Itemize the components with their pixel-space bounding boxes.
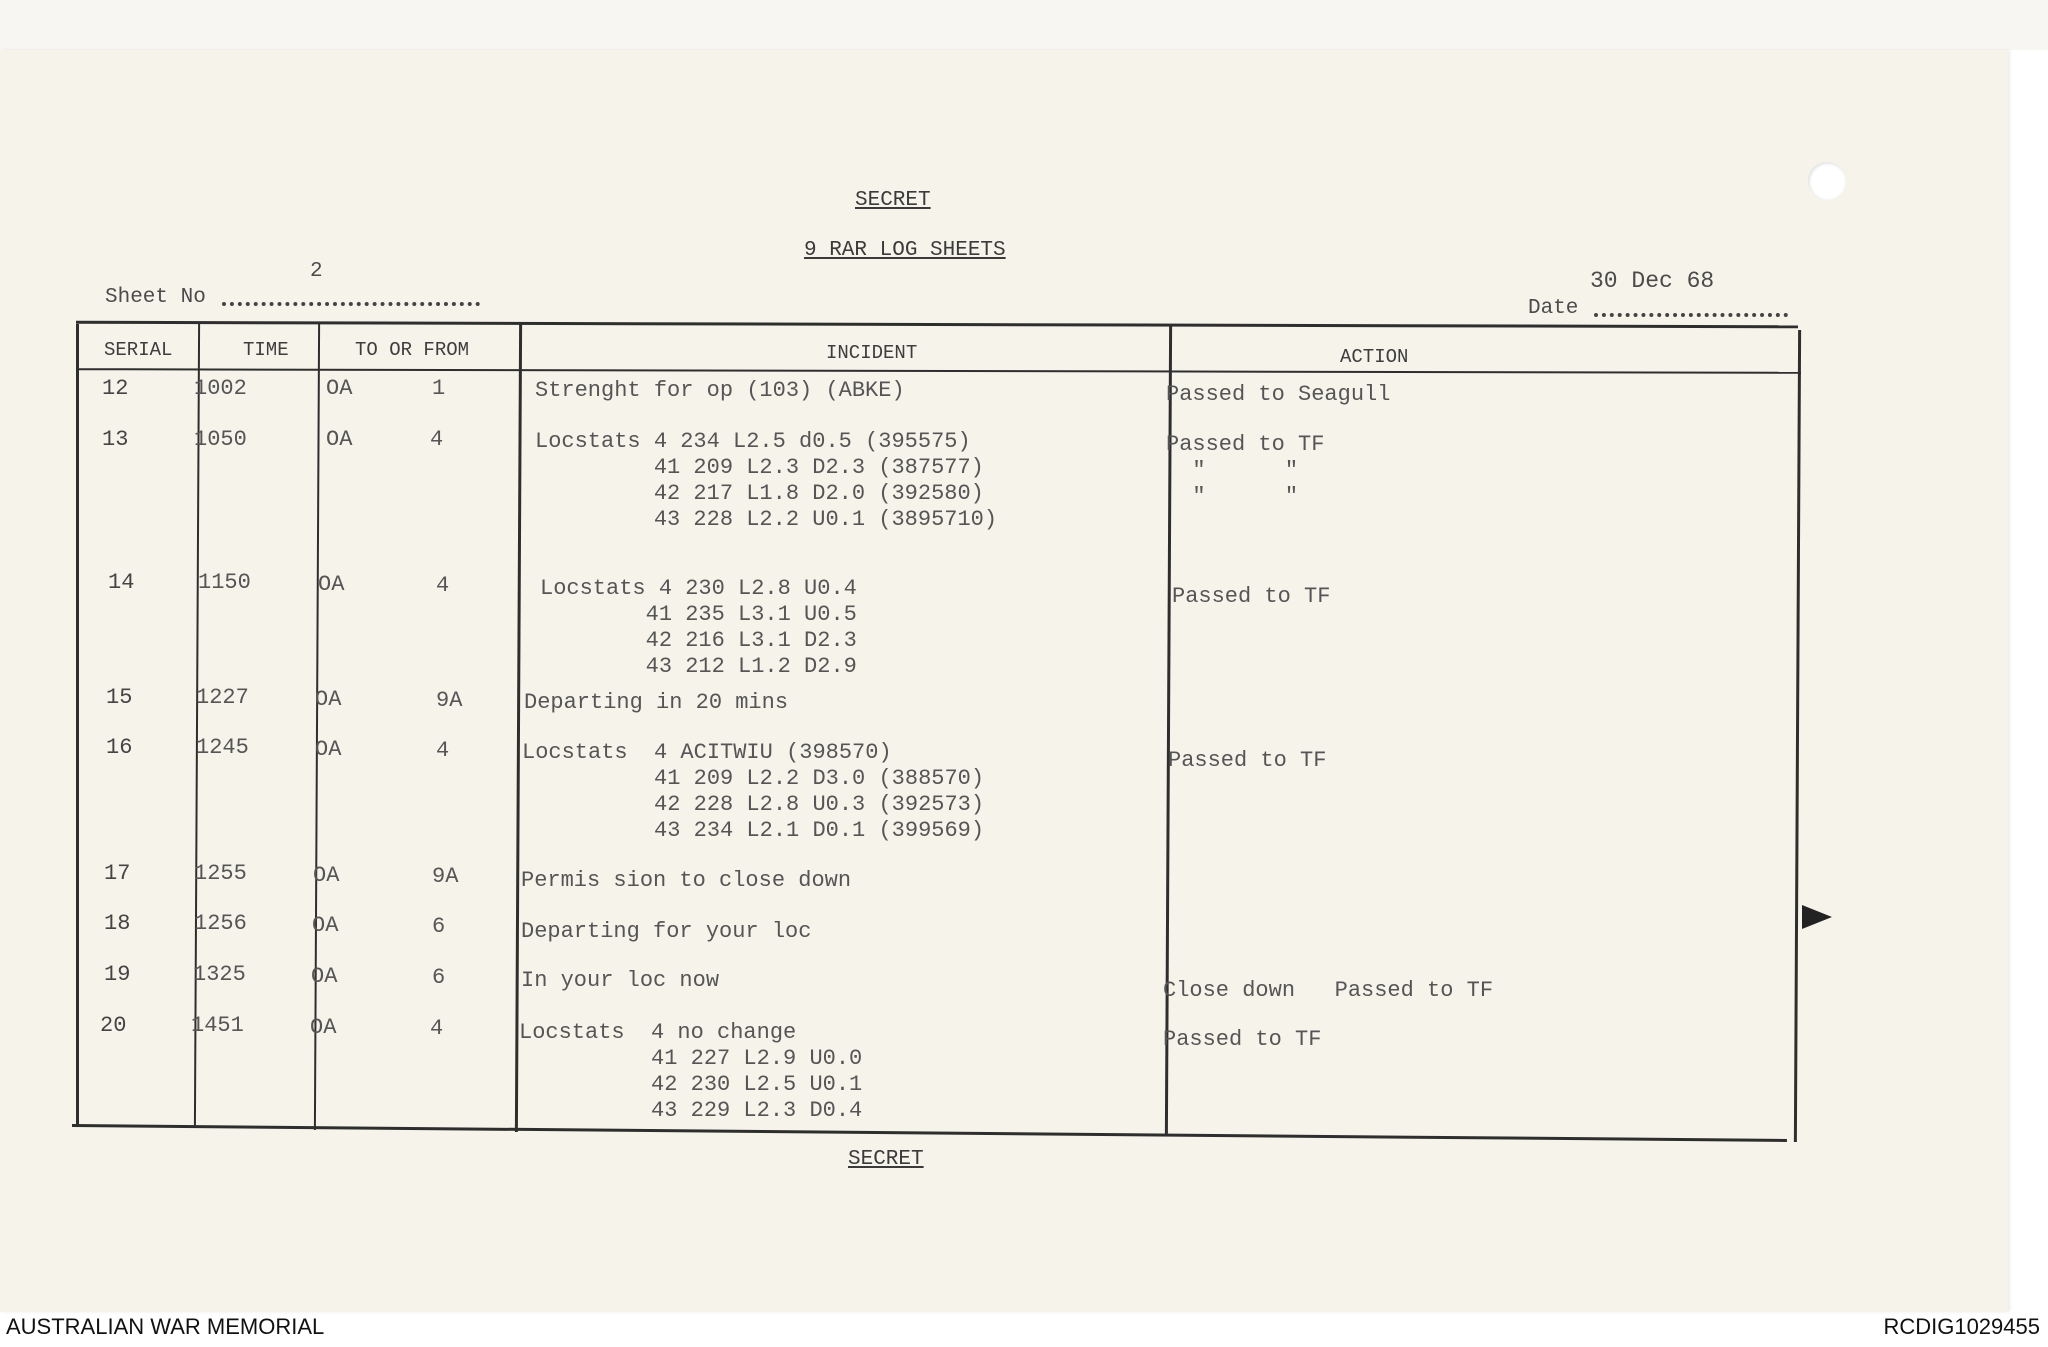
to-cell: OA — [315, 737, 342, 762]
from-cell: 4 — [436, 738, 450, 763]
action-cell: Passed to TF — [1163, 1027, 1322, 1052]
date-value: 30 Dec 68 — [1590, 268, 1715, 294]
incident-cell: Departing for your loc — [521, 919, 812, 944]
time-cell: 1256 — [194, 911, 247, 936]
punch-hole — [1808, 162, 1846, 200]
footer-id: RCDIG1029455 — [1883, 1314, 2040, 1339]
to-cell: OA — [312, 913, 339, 938]
date-dotted-line — [1594, 313, 1788, 317]
from-cell: 1 — [432, 376, 446, 401]
from-cell: 4 — [430, 427, 444, 452]
marker-tab — [1802, 905, 1832, 929]
time-cell: 1451 — [191, 1013, 244, 1038]
header-time: TIME — [243, 339, 289, 361]
time-cell: 1245 — [196, 735, 249, 760]
sheet-no-label: Sheet No — [105, 286, 206, 309]
header-serial: SERIAL — [104, 339, 173, 361]
time-cell: 1150 — [198, 570, 251, 595]
date-label: Date — [1528, 297, 1579, 320]
serial-cell: 17 — [104, 861, 131, 886]
action-cell: Passed to TF " " " " — [1166, 432, 1325, 509]
time-cell: 1002 — [194, 376, 247, 401]
classification-bottom: SECRET — [848, 1148, 924, 1171]
to-cell: OA — [315, 687, 342, 712]
classification-top: SECRET — [855, 189, 931, 212]
sheet-no-value: 2 — [310, 260, 323, 283]
serial-cell: 20 — [100, 1013, 127, 1038]
incident-cell: Locstats 4 no change 41 227 L2.9 U0.0 42 230 L2.5 U0.1 43 229 L2.3 D0.4 — [519, 1020, 863, 1123]
to-cell: OA — [326, 376, 353, 401]
time-cell: 1255 — [194, 861, 247, 886]
header-incident: INCIDENT — [826, 342, 918, 364]
serial-cell: 14 — [108, 570, 135, 595]
to-cell: OA — [326, 427, 353, 452]
serial-cell: 15 — [106, 685, 133, 710]
incident-cell: Locstats 4 230 L2.8 U0.4 41 235 L3.1 U0.5 42 216 L3.1 D2.3 43 212 L1.2 D2.9 — [540, 576, 857, 679]
serial-cell: 16 — [106, 735, 133, 760]
time-cell: 1227 — [196, 685, 249, 710]
time-cell: 1325 — [193, 962, 246, 987]
serial-cell: 13 — [102, 427, 129, 452]
to-cell: OA — [311, 964, 338, 989]
table-left-border — [76, 324, 79, 1126]
sheet-no-dotted-line — [222, 302, 480, 306]
to-cell: OA — [313, 863, 340, 888]
footer-source: AUSTRALIAN WAR MEMORIAL — [6, 1314, 325, 1339]
document-title: 9 RAR LOG SHEETS — [804, 239, 1006, 262]
top-margin — [0, 0, 2048, 50]
serial-cell: 12 — [102, 376, 129, 401]
incident-cell: Departing in 20 mins — [524, 690, 789, 715]
incident-cell: In your loc now — [521, 968, 720, 993]
from-cell: 6 — [432, 914, 446, 939]
action-cell: Passed to TF — [1172, 584, 1331, 609]
from-cell: 9A — [432, 864, 459, 889]
from-cell: 4 — [436, 573, 450, 598]
from-cell: 9A — [436, 688, 463, 713]
serial-cell: 18 — [104, 911, 131, 936]
time-cell: 1050 — [194, 427, 247, 452]
incident-cell: Locstats 4 ACITWIU (398570) 41 209 L2.2 D3.0 (388570) 42 228 L2.8 U0.3 (392573) 43 234 L2.1 D0.1 (399569) — [522, 740, 985, 843]
action-cell: Passed to TF — [1168, 748, 1327, 773]
to-cell: OA — [318, 572, 345, 597]
serial-cell: 19 — [104, 962, 131, 987]
incident-cell: Strenght for op (103) (ABKE) — [535, 378, 905, 403]
header-action: ACTION — [1340, 346, 1409, 368]
header-to-or-from: TO OR FROM — [355, 339, 470, 361]
from-cell: 6 — [432, 965, 446, 990]
to-cell: OA — [310, 1015, 337, 1040]
from-cell: 4 — [430, 1016, 444, 1041]
action-cell: Passed to Seagull — [1166, 382, 1391, 407]
incident-cell: Permis sion to close down — [521, 868, 852, 893]
incident-cell: Locstats 4 234 L2.5 d0.5 (395575) 41 209 L2.3 D2.3 (387577) 42 217 L1.8 D2.0 (392580) 43 228 L2.2 U0.1 (3895710) — [535, 429, 998, 532]
action-cell: Close down Passed to TF — [1163, 978, 1494, 1003]
